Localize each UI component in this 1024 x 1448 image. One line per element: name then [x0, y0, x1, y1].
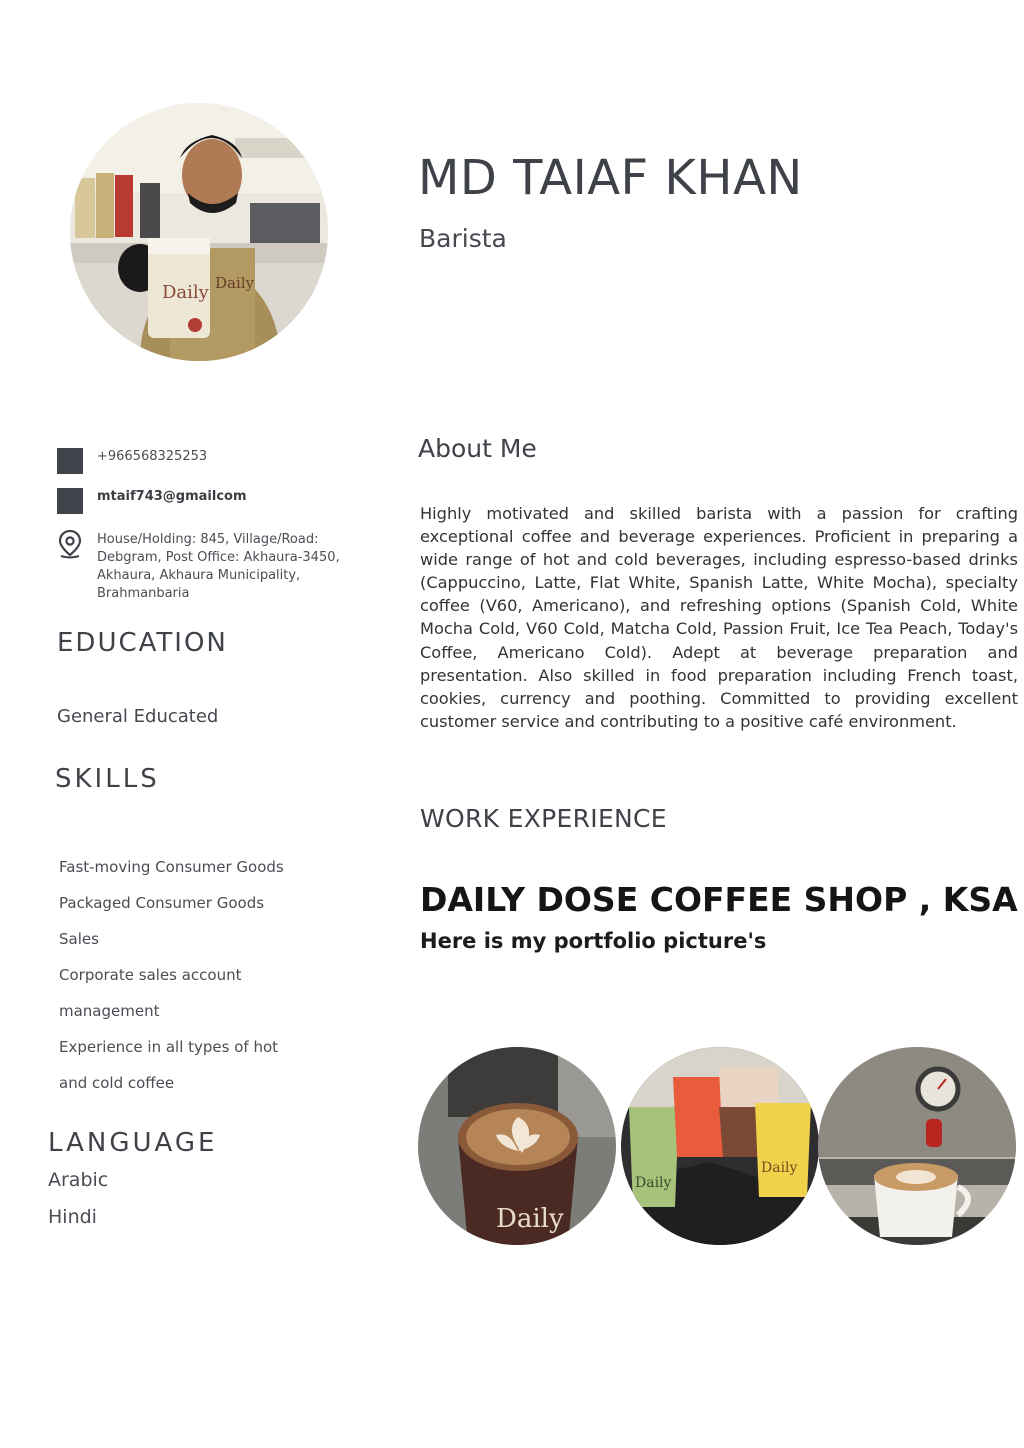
skill-item: Corporate sales account [59, 966, 242, 984]
phone-number: +966568325253 [97, 449, 208, 464]
skill-item: management [59, 1002, 160, 1020]
candidate-role: Barista [419, 224, 507, 253]
portfolio-photo-latte [418, 1047, 616, 1245]
language-item: Arabic [48, 1169, 109, 1191]
phone-icon [57, 448, 83, 474]
location-pin-icon [57, 529, 83, 559]
language-item: Hindi [48, 1206, 97, 1228]
svg-text:Daily: Daily [761, 1160, 798, 1176]
about-heading: About Me [418, 434, 537, 463]
skill-item: Packaged Consumer Goods [59, 894, 265, 912]
skill-item: Experience in all types of hot [59, 1038, 279, 1056]
svg-text:Daily: Daily [635, 1175, 672, 1191]
profile-photo [70, 103, 328, 361]
email-address: mtaif743@gmailcom [97, 489, 247, 504]
candidate-name: MD TAIAF KHAN [418, 150, 803, 206]
portfolio-photo-espresso-machine [818, 1047, 1016, 1245]
education-value: General Educated [57, 706, 219, 727]
about-text: Highly motivated and skilled barista with a passion for crafting exceptional coffee and beverage experiences. Proficient in preparing a wide range of hot and cold beverages, including espresso-based drinks (Cappuccino, Latte, Flat White, Spanish Latte, White Mocha), specialty coffee (V60, Americano), and refreshing options (Spanish Cold, White Mocha Cold, V60 Cold, Matcha Cold, Passion Fruit, Ice Tea Peach, Today's Coffee, Americano Cold). Adept at beverage preparation and presentation. Also skilled in food preparation including French toast, cookies, currency and poothing. Committed to providing excellent customer service and contributing to a positive café environment. [420, 504, 1018, 731]
skill-item: Fast-moving Consumer Goods [59, 858, 284, 876]
svg-text:Daily: Daily [496, 1204, 564, 1234]
portfolio-photo-cold-drinks [621, 1047, 819, 1245]
language-heading: LANGUAGE [48, 1128, 218, 1158]
svg-text:Daily: Daily [162, 282, 209, 303]
portfolio-caption: Here is my portfolio picture's [420, 929, 767, 953]
email-icon [57, 488, 83, 514]
skill-item: Sales [59, 930, 99, 948]
skills-list [59, 855, 359, 1107]
company-name: DAILY DOSE COFFEE SHOP , KSA [420, 880, 1018, 919]
education-heading: EDUCATION [57, 628, 228, 658]
work-experience-heading: WORK EXPERIENCE [420, 804, 667, 833]
skills-heading: SKILLS [55, 764, 160, 794]
skill-item: and cold coffee [59, 1074, 175, 1092]
svg-text:Daily: Daily [215, 274, 255, 292]
address-text: House/Holding: 845, Village/Road: Debgram, Post Office: Akhaura-3450, Akhaura, Akhaura Municipality, Brahmanbaria [97, 532, 340, 601]
